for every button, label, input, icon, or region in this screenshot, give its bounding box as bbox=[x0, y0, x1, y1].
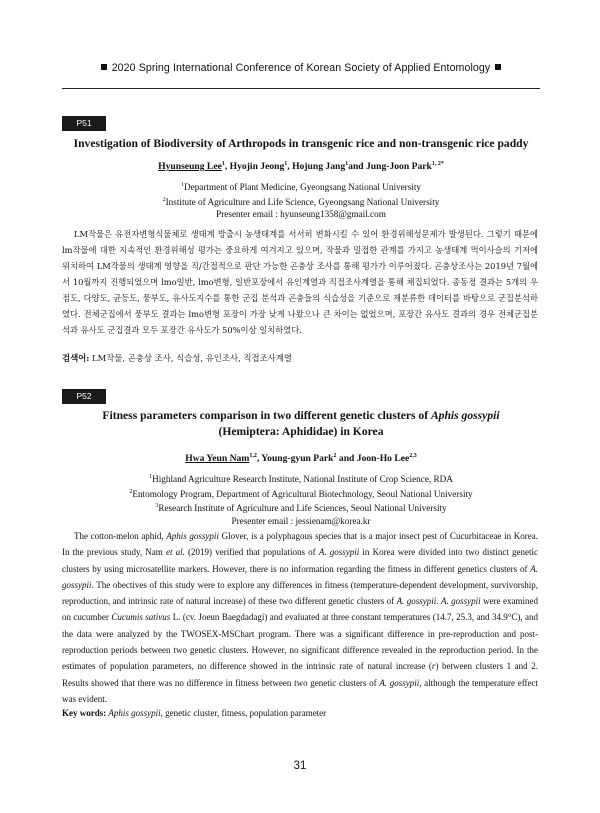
conference-header bbox=[62, 62, 540, 74]
p52-abstract: The cotton-melon aphid, Aphis gossypii Glover, is a polyphagous species that is a major insect pest of Cucurbitaceae in Korea. In the previous study, Nam et al. (2019) verified that populations of A. gossypii in Korea were divided into two distinct genetic clusters by using microsatellite markers. However, there is no information regarding the fitness in different genetics clusters of A. gossypii. The obectives of this study were to explore any differences in fitness (temperature-dependent development, survivorship, reproduction, and intrinsic rate of natural increase) of these two different genetic clusters of A. gossypii. A. gossypii were examined on cucumber Cucumis sativus L. (cv. Joeun Baegdadagi) and evaluated at three constant temperatures (14.7, 25.3, and 34.9°C), and the data were analyzed by the TWOSEX-MSChart program. There was a significant difference in pre-reproduction and post-reproduction periods between two genetic clusters. However, no significant difference revealed in the reproduction period. In the estimates of population parameters, no difference showed in the intrinsic rate of natural increase (r) between clusters 1 and 2. Results showed that there was no difference in fitness between two genetic clusters of A. gossypii, although the temperature effect was evident. bbox=[62, 531, 539, 704]
poster-badge-p52: P52 bbox=[62, 389, 106, 404]
page-number: 31 bbox=[293, 760, 307, 772]
p51-authors: Hyunseung Lee$^1$, Hyojin Jeong$^1$, Hojung Jang$^1$and Jung-Joon Park$^{1, 2*}$ bbox=[158, 161, 444, 173]
header-rule bbox=[62, 88, 540, 89]
p51-title: Investigation of Biodiversity of Arthropods in transgenic rice and non-transgenic rice paddy bbox=[73, 137, 529, 150]
conference-title: 2020 Spring International Conference of Korean Society of Applied Entomology bbox=[111, 62, 491, 74]
p51-abstract: LM작물은 유전자변형식물체로 생태계 방출시 농생태계를 서서히 변화시킬 수 있어 환경위해성문제가 발생된다. 그렇기 때문에 lm작물에 대한 지속적인 환경위해성 평가는 중요하게 여겨지고 있으며, 작물과 밀접한 관계를 가지고 농생태계 먹이사슬의 기저에 위치하여 LM작물의 생태계 영향을 직/간접적으로 판단 가능한 곤충상 조사를 통해 평가가 이루어졌다. 곤충상조사는 2019년 7월에서 10월까지 진행되었으며 lmo일반, lmo변형, 일반포장에서 유인계열과 직접조사계열을 통해 채집되었다. 종동정 결과는 5개의 우점도, 다양도, 균등도, 풍부도, 유사도지수를 통한 군집 분석과 곤충들의 식습성을 기준으로 재분류한 데이터를 바탕으로 군집분석하였다. 전체군집에서 풍부도 결과는 lmo변형 포장이 가장 낮게 나왔으나 큰 차이는 없었으며, 포장간 유사도 결과의 경우 전체군집분석과 유사도 군집결과 모두 포장간 유사도가 50%이상 일치하였다. bbox=[62, 229, 538, 335]
square-bullet-icon bbox=[495, 64, 501, 70]
p51-email: Presenter email : hyunseung1358@gmail.com bbox=[216, 209, 386, 220]
p52-email: Presenter email : jessienam@korea.kr bbox=[231, 515, 371, 526]
p51-affiliations: $^1$Department of Plant Medicine, Gyeongsang National University $^2$Institute of Agriculture and Life Science, Gyeongsang National University Presenter email : hyunseung1358@gmail.com bbox=[62, 179, 540, 221]
p52-affiliations: $^1$Highland Agriculture Research Institute, National Institute of Crop Science, RDA $^2$Entomology Program, Department of Agricultural Biotechnology, Seoul National University $^3$Research Institute of Agriculture and Life Sciences, Seoul National University Presenter email : jessienam@korea.kr bbox=[62, 471, 540, 528]
square-bullet-icon bbox=[101, 64, 107, 70]
p51-keywords: 검색어: LM작물, 곤충상 조사, 식습성, 유인조사, 직접조사계열 bbox=[62, 353, 292, 363]
poster-badge-p51: P51 bbox=[62, 116, 106, 131]
p52-authors: Hwa Yeun Nam$^{1,2}$, Young-gyun Park$^2$ and Joon-Ho Lee$^{2,3}$ bbox=[185, 453, 417, 465]
p52-title: Fitness parameters comparison in two different genetic clusters of Aphis gossypii (Hemiptera: Aphididae) in Korea bbox=[102, 409, 500, 438]
p52-keywords: Key words: Aphis gossypii, genetic cluster, fitness, population parameter bbox=[62, 708, 327, 718]
